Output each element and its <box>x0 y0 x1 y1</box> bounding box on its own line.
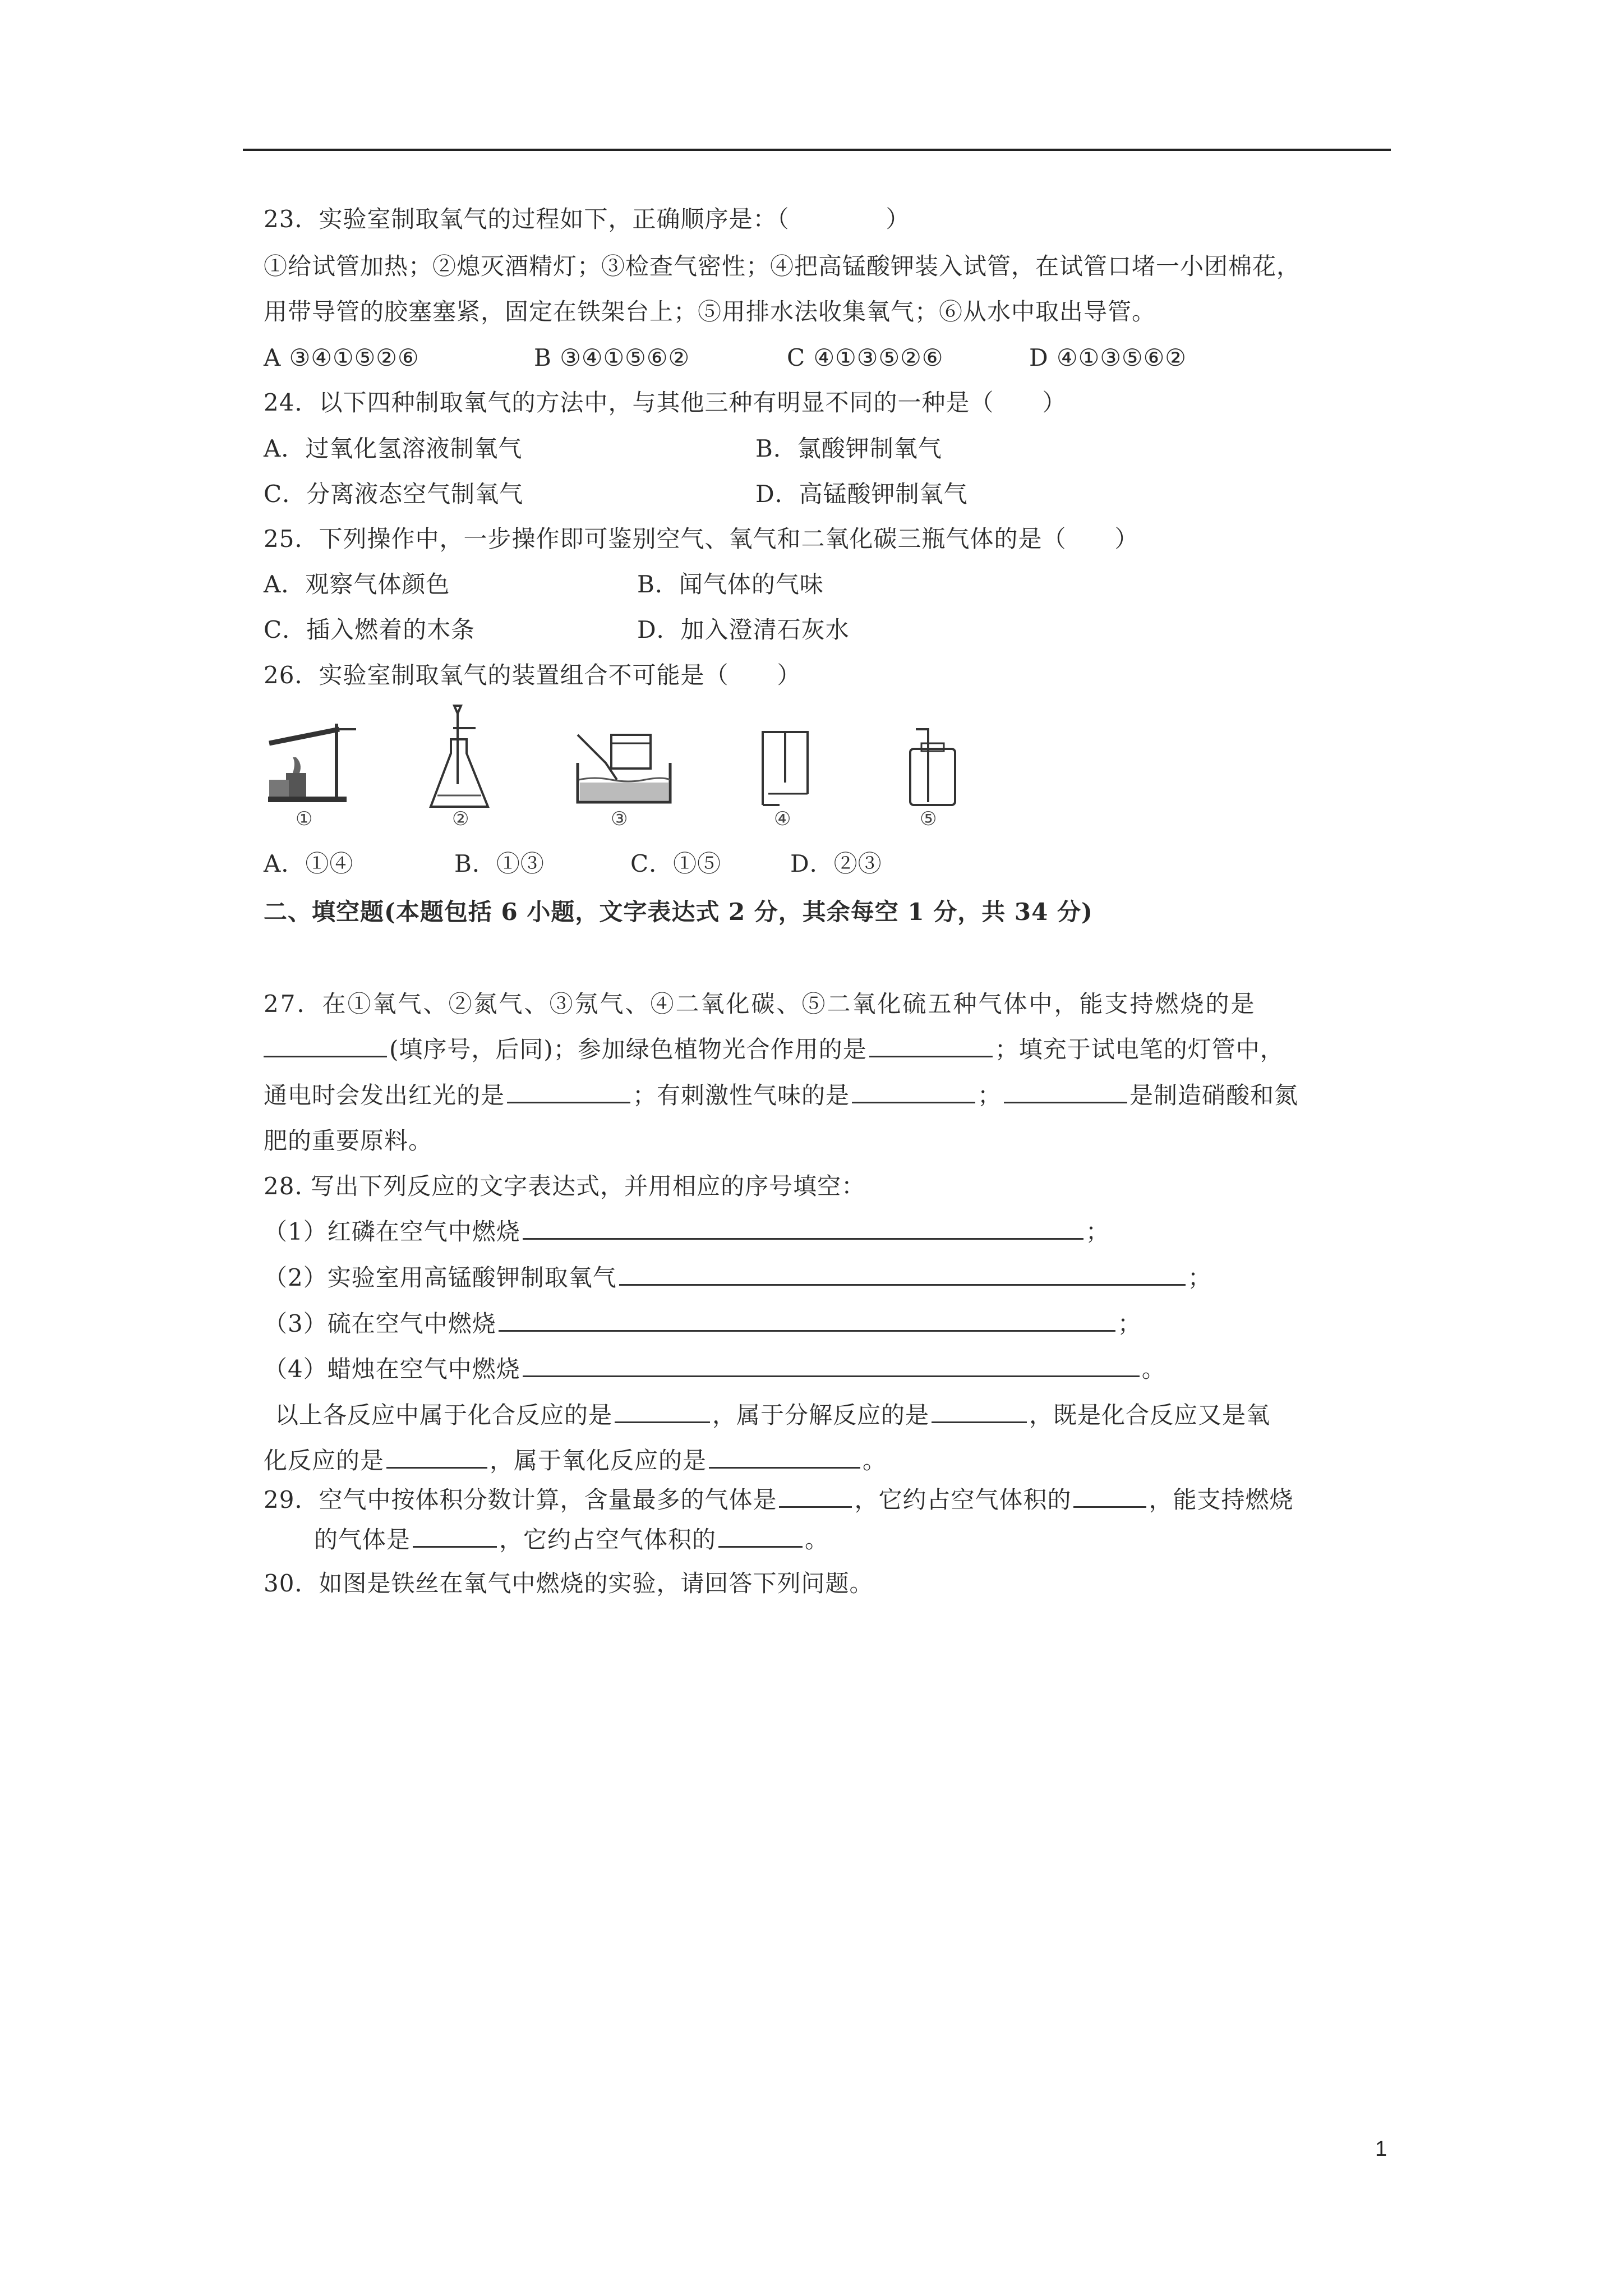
q29-blank-2[interactable] <box>1073 1486 1146 1508</box>
q28-summary-1c: ，既是化合反应又是氧 <box>1029 1401 1271 1429</box>
q28-blank-1[interactable] <box>523 1218 1083 1240</box>
q28-summary-2b: ，属于氧化反应的是 <box>490 1447 707 1474</box>
q23-option-d: D ④①③⑤⑥② <box>1029 344 1187 371</box>
q28-blank-5[interactable] <box>615 1401 710 1423</box>
q28-blank-7[interactable] <box>386 1447 487 1469</box>
q27-text-3b: ；有刺激性气味的是 <box>633 1082 850 1109</box>
q27-blank-2[interactable] <box>869 1036 993 1057</box>
q28-item-2-label: （2）实验室用高锰酸钾制取氧气 <box>264 1264 617 1291</box>
q28-item-3-end: ； <box>1117 1310 1142 1337</box>
q24-stem: 24．以下四种制取氧气的方法中，与其他三种有明显不同的一种是（ ） <box>264 389 1067 416</box>
apparatus-2-conical-flask-icon <box>426 700 494 812</box>
apparatus-3-water-trough-icon <box>572 729 673 808</box>
q28-item-4-end: 。 <box>1141 1355 1166 1383</box>
header-rule <box>243 149 1391 151</box>
q29-line2 <box>314 1524 829 1556</box>
q28-summary-1b: ，属于分解反应的是 <box>712 1401 930 1429</box>
q28-blank-3[interactable] <box>499 1310 1115 1332</box>
q28-item-3 <box>264 1308 1142 1340</box>
q23-option-c: C ④①③⑤②⑥ <box>787 344 944 371</box>
q27-blank-5[interactable] <box>1004 1082 1127 1103</box>
q28-summary-1a: 以上各反应中属于化合反应的是 <box>275 1401 613 1429</box>
apparatus-label-1: ① <box>296 808 313 830</box>
q29-text-1b: ，它约占空气体积的 <box>854 1486 1072 1513</box>
q26-option-a: A．①④ <box>264 850 354 877</box>
q29-text-2a: 的气体是 <box>314 1526 411 1553</box>
q28-item-4 <box>264 1354 1166 1385</box>
q25-option-b: B．闻气体的气味 <box>637 570 824 598</box>
page-number: 1 <box>1375 2137 1387 2161</box>
q28-summary-2c: 。 <box>863 1447 887 1474</box>
q27-line4: 肥的重要原料。 <box>264 1127 433 1154</box>
q27-blank-1[interactable] <box>264 1036 387 1057</box>
q23-line1: ①给试管加热；②熄灭酒精灯；③检查气密性；④把高锰酸钾装入试管，在试管口堵一小团棉花， <box>264 252 1301 280</box>
q29-blank-3[interactable] <box>413 1526 497 1548</box>
q26-option-b: B．①③ <box>454 850 545 877</box>
q23-option-b: B ③④①⑤⑥② <box>534 344 690 371</box>
q26-stem: 26．实验室制取氧气的装置组合不可能是（ ） <box>264 661 801 689</box>
q28-item-1 <box>264 1216 1110 1248</box>
q25-option-a: A．观察气体颜色 <box>264 570 450 598</box>
q28-item-2-end: ； <box>1187 1264 1212 1291</box>
q24-option-c: C．分离液态空气制氧气 <box>264 480 524 508</box>
q25-stem: 25．下列操作中，一步操作即可鉴别空气、氧气和二氧化碳三瓶气体的是（ ） <box>264 525 1139 553</box>
q28-blank-8[interactable] <box>709 1447 860 1469</box>
q24-option-d: D．高锰酸钾制氧气 <box>755 480 968 508</box>
q27-text-3d: 是制造硝酸和氮 <box>1129 1082 1299 1109</box>
q29-blank-4[interactable] <box>718 1526 803 1548</box>
q25-option-d: D．加入澄清石灰水 <box>637 616 850 643</box>
q29-text-1a: 29．空气中按体积分数计算，含量最多的气体是 <box>264 1486 777 1513</box>
apparatus-label-4: ④ <box>774 808 791 830</box>
q29-blank-1[interactable] <box>779 1486 852 1508</box>
q28-blank-4[interactable] <box>523 1355 1140 1377</box>
q29-text-2c: 。 <box>805 1526 829 1553</box>
q27-blank-4[interactable] <box>852 1082 975 1103</box>
q24-option-a: A．过氧化氢溶液制氧气 <box>264 435 523 462</box>
apparatus-4-gas-bottle-icon <box>751 726 819 811</box>
q28-item-4-label: （4）蜡烛在空气中燃烧 <box>264 1355 520 1383</box>
apparatus-1-heating-tube-icon <box>258 712 359 808</box>
q27-text-3c: ； <box>978 1082 1002 1109</box>
q27-line3 <box>264 1080 1298 1111</box>
q27-blank-3[interactable] <box>507 1082 630 1103</box>
q23-option-a: A ③④①⑤②⑥ <box>264 344 419 371</box>
q26-option-c: C．①⑤ <box>630 850 722 877</box>
q28-blank-2[interactable] <box>619 1264 1186 1286</box>
q24-option-b: B．氯酸钾制氧气 <box>755 435 942 462</box>
q23-stem: 23．实验室制取氧气的过程如下，正确顺序是：（ ） <box>264 205 910 233</box>
q28-summary-line2 <box>264 1445 887 1476</box>
q29-text-1c: ，能支持燃烧 <box>1149 1486 1294 1513</box>
q29-text-2b: ，它约占空气体积的 <box>499 1526 717 1553</box>
q28-item-3-label: （3）硫在空气中燃烧 <box>264 1310 496 1337</box>
q28-blank-6[interactable] <box>932 1401 1027 1423</box>
apparatus-5-gas-bottle-icon <box>900 724 962 811</box>
q27-text-3a: 通电时会发出红光的是 <box>264 1082 505 1109</box>
q26-option-d: D．②③ <box>790 850 882 877</box>
apparatus-label-2: ② <box>452 808 469 830</box>
q28-summary-2a: 化反应的是 <box>264 1447 385 1474</box>
apparatus-label-3: ③ <box>611 808 628 830</box>
q23-line2: 用带导管的胶塞塞紧，固定在铁架台上；⑤用排水法收集氧气；⑥从水中取出导管。 <box>264 298 1156 325</box>
q27-text-2a: (填序号，后同)；参加绿色植物光合作用的是 <box>389 1036 867 1063</box>
q27-line1: 27．在①氧气、②氮气、③氖气、④二氧化碳、⑤二氧化硫五种气体中，能支持燃烧的是 <box>264 990 1256 1018</box>
q28-item-1-end: ； <box>1085 1218 1110 1245</box>
apparatus-label-5: ⑤ <box>920 808 937 830</box>
q27-line2 <box>264 1034 1284 1065</box>
q28-summary-line1 <box>275 1400 1270 1431</box>
section-heading: 二、填空题(本题包括 6 小题，文字表达式 2 分，其余每空 1 分，共 34 分) <box>264 898 1093 926</box>
q30-stem: 30．如图是铁丝在氧气中燃烧的实验，请回答下列问题。 <box>264 1570 874 1597</box>
q28-item-1-label: （1）红磷在空气中燃烧 <box>264 1218 520 1245</box>
q25-option-c: C．插入燃着的木条 <box>264 616 476 643</box>
q29-line1 <box>264 1484 1293 1516</box>
q28-stem: 28. 写出下列反应的文字表达式，并用相应的序号填空： <box>264 1172 866 1200</box>
q27-text-2b: ；填充于试电笔的灯管中， <box>994 1036 1284 1063</box>
q28-item-2 <box>264 1262 1212 1294</box>
